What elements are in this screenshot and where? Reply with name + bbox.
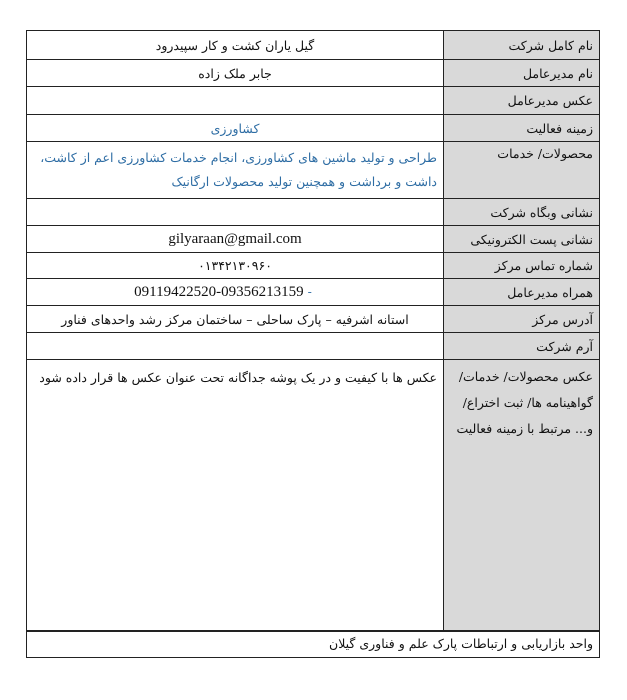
row-address xyxy=(27,306,600,333)
photos-label-line-3: و... مرتبط با زمینه فعالیت xyxy=(456,421,593,436)
label-company-name: نام کامل شرکت xyxy=(444,31,600,60)
value-company-name: گیل یاران کشت و کار سپیدرود xyxy=(27,31,444,60)
label-ceo-name: نام مدیرعامل xyxy=(444,60,600,87)
value-website xyxy=(27,199,444,226)
value-ceo-photo xyxy=(27,87,444,115)
value-address: استانه اشرفیه – پارک ساحلی – ساختمان مرکز رشد واحدهای فناور xyxy=(27,306,444,333)
mobile-numbers: 09119422520-09356213159 xyxy=(134,283,304,300)
value-ceo-mobile xyxy=(27,279,444,306)
company-info-form xyxy=(26,30,600,632)
row-ceo-mobile xyxy=(27,279,600,306)
value-product-photos: عکس ها با کیفیت و در یک پوشه جداگانه تحت عنوان عکس ها قرار داده شود xyxy=(27,360,444,632)
mobile-dash: - xyxy=(307,283,312,299)
products-line-2: داشت و برداشت و همچنین تولید محصولات ارگانیک xyxy=(171,174,437,189)
photos-label-line-1: عکس محصولات/ خدمات/ xyxy=(458,369,593,384)
row-product-photos xyxy=(27,360,600,632)
photos-label-line-2: گواهینامه ها/ ثبت اختراع/ xyxy=(462,395,593,410)
label-phone: شماره تماس مرکز xyxy=(444,253,600,279)
label-website: نشانی وبگاه شرکت xyxy=(444,199,600,226)
row-email xyxy=(27,226,600,253)
footer-note: واحد بازاریابی و ارتباطات پارک علم و فناوری گیلان xyxy=(26,630,600,658)
row-field-of-activity xyxy=(27,115,600,142)
company-info-table xyxy=(26,30,600,632)
label-address: آدرس مرکز xyxy=(444,306,600,333)
row-ceo-name xyxy=(27,60,600,87)
value-products-services xyxy=(27,142,444,199)
label-ceo-photo: عکس مدیرعامل xyxy=(444,87,600,115)
row-ceo-photo xyxy=(27,87,600,115)
value-logo xyxy=(27,333,444,360)
label-products-services: محصولات/ خدمات xyxy=(444,142,600,199)
value-phone: ۰۱۳۴۲۱۳۰۹۶۰ xyxy=(27,253,444,279)
products-line-1: طراحی و تولید ماشین های کشاورزی، انجام خدمات کشاورزی اعم از کاشت، xyxy=(40,150,437,165)
row-company-name xyxy=(27,31,600,60)
value-field-of-activity: کشاورزی xyxy=(27,115,444,142)
value-email xyxy=(27,226,444,253)
label-email: نشانی پست الکترونیکی xyxy=(444,226,600,253)
row-phone xyxy=(27,253,600,279)
label-product-photos xyxy=(444,360,600,632)
label-field-of-activity: زمینه فعالیت xyxy=(444,115,600,142)
email-text: gilyaraan@gmail.com xyxy=(168,230,302,247)
row-logo xyxy=(27,333,600,360)
label-ceo-mobile: همراه مدیرعامل xyxy=(444,279,600,306)
row-products-services xyxy=(27,142,600,199)
value-ceo-name: جابر ملک زاده xyxy=(27,60,444,87)
row-website xyxy=(27,199,600,226)
label-logo: آرم شرکت xyxy=(444,333,600,360)
